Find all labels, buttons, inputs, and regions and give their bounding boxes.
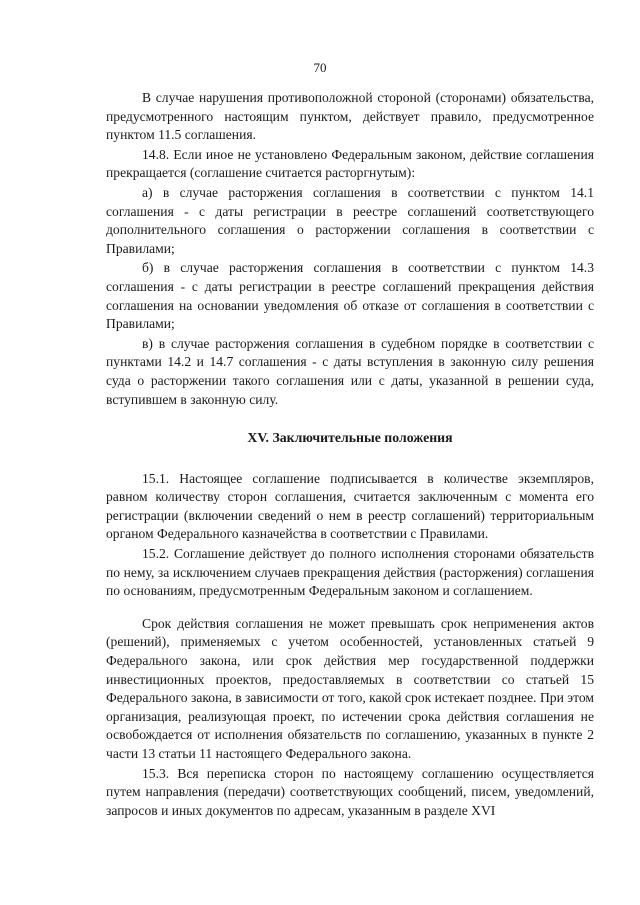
paragraph-14-8-b: б) в случае расторжения соглашения в соответствии с пунктом 14.3 соглашения - с даты регистрации в реестре соглашений прекращения действия соглашения на основании уведомления об отказе от соглашения в соответствии с Правилами; — [106, 260, 594, 332]
paragraph-15-3: 15.3. Вся переписка сторон по настоящему соглашению осуществляется путем направления (передачи) соответствующих сообщений, писем, уведомлений, запросов и иных документов по адресам, указанным в разделе XVI — [106, 765, 594, 818]
paragraph-14-8-c: в) в случае расторжения соглашения в судебном порядке в соответствии с пунктами 14.2 и 14.7 соглашения - с даты вступления в законную силу решения суда о расторжении такого соглашения или с даты, указанной в решении суда, вступившем в законную силу. — [106, 335, 594, 407]
document-body — [106, 89, 594, 820]
page-number: 70 — [313, 60, 327, 75]
paragraph-15-1: 15.1. Настоящее соглашение подписывается в количестве экземпляров, равном количеству сторон соглашения, считается заключенным с момента его регистрации (включении сведений о нем в реестр соглашений) территориальным органом Федерального казначейства в соответствии с Правилами. — [106, 470, 594, 542]
paragraph-term-of-agreement: Срок действия соглашения не может превышать срок неприменения актов (решений), применяемых с учетом особенностей, установленных статьей 9 Федерального закона, или срок действия мер государственной поддержки инвестиционных проектов, предоставляемых в соответствии со статьей 15 Федерального закона, в зависимости от того, какой срок истекает позднее. При этом организация, реализующая проект, по истечении срока действия соглашения не освобождается от исполнения обязательств по соглашению, указанных в пункте 2 части 13 статьи 11 настоящего Федерального закона. — [106, 615, 594, 761]
paragraph-14-8: 14.8. Если иное не установлено Федеральным законом, действие соглашения прекращается (соглашение считается расторгнутым): — [106, 146, 594, 181]
paragraph-15-2: 15.2. Соглашение действует до полного исполнения сторонами обязательств по нему, за исключением случаев прекращения действия (расторжения) соглашения по основаниям, предусмотренным Федеральным законом и соглашением. — [106, 546, 594, 599]
section-heading: XV. Заключительные положения — [247, 430, 453, 446]
paragraph-14-8-a: а) в случае расторжения соглашения в соответствии с пунктом 14.1 соглашения - с даты регистрации в реестре соглашений соответствующего дополнительного соглашения о расторжении соглашения в соответствии с Правилами; — [106, 184, 594, 256]
paragraph-violation-rule: В случае нарушения противоположной стороной (сторонами) обязательства, предусмотренного настоящим пунктом, действует правило, предусмотренное пунктом 11.5 соглашения. — [106, 90, 594, 143]
